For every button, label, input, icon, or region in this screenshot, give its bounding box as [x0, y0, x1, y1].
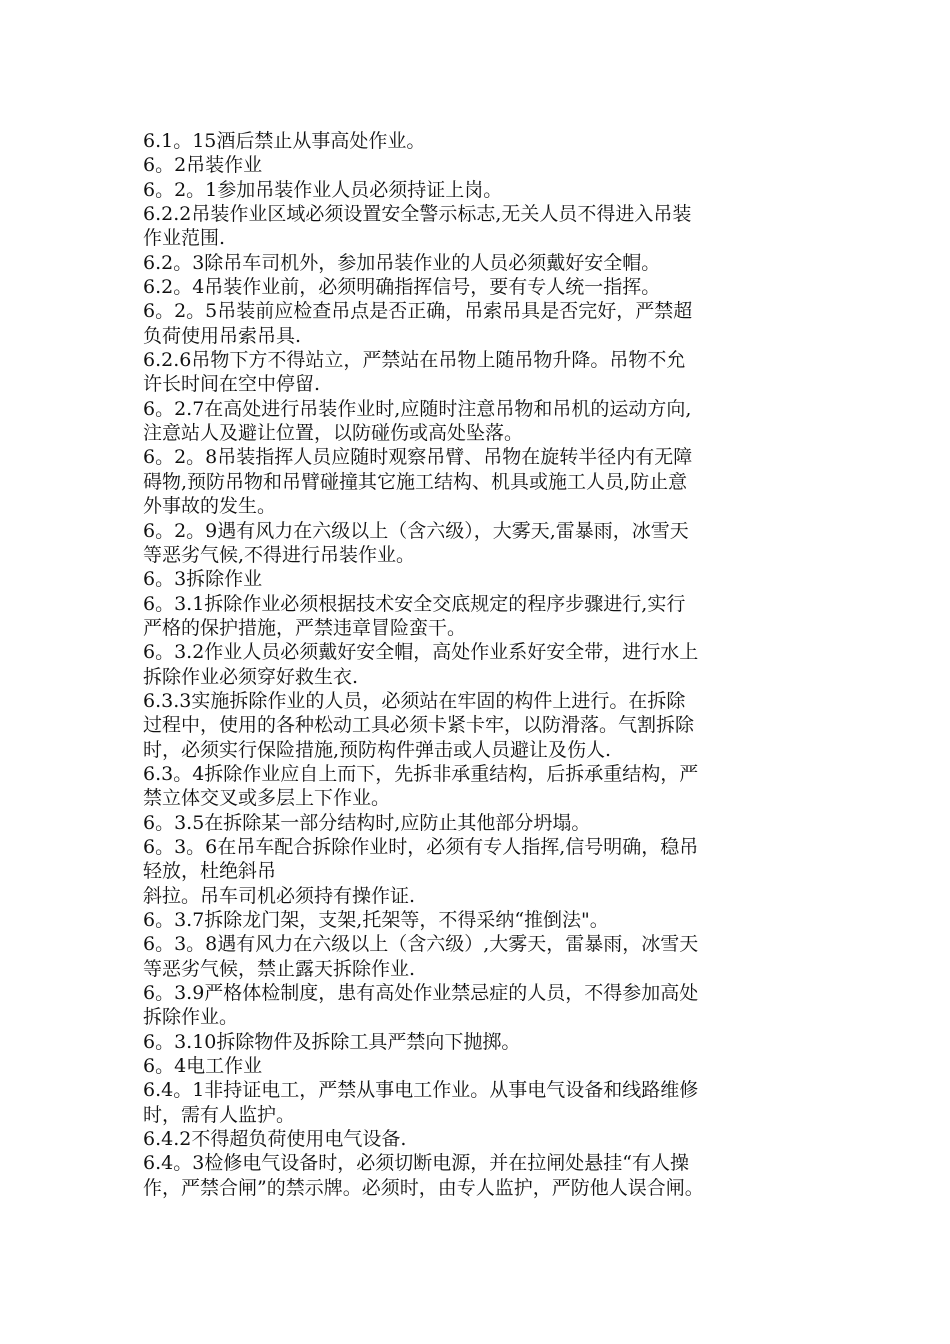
- text-line: 6。3.10拆除物件及拆除工具严禁向下抛掷。: [143, 1030, 521, 1053]
- text-line: 6。3.1拆除作业必须根据技术安全交底规定的程序步骤进行,实行: [143, 592, 686, 615]
- text-line: 严格的保护措施，严禁违章冒险蛮干。: [143, 616, 467, 639]
- text-line: 6。3.7拆除龙门架，支架,托架等，不得采纳“推倒法"。: [143, 909, 609, 931]
- text-line: 6.2.2吊装作业区域必须设置安全警示标志,无关人员不得进入吊装: [143, 203, 692, 226]
- document-body: [143, 129, 808, 1200]
- text-line: 时，需有人监护。: [143, 1103, 296, 1126]
- text-line: 碍物,预防吊物和吊臂碰撞其它施工结构、机具或施工人员,防止意: [143, 470, 688, 493]
- text-line: 外事故的发生。: [143, 495, 277, 518]
- text-line: 6。3.2作业人员必须戴好安全帽，高处作业系好安全带，进行水上: [143, 641, 699, 664]
- text-line: 轻放，杜绝斜吊: [143, 860, 277, 883]
- text-line: 作，严禁合闸”的禁示牌。必须时，由专人监护，严防他人误合闸。: [143, 1176, 704, 1199]
- text-line: 负荷使用吊索吊具.: [143, 324, 302, 347]
- text-line: 注意站人及避让位置，以防碰伤或高处坠落。: [143, 422, 524, 445]
- text-line: 时，必须实行保险措施,预防构件弹击或人员避让及伤人.: [143, 738, 612, 761]
- text-line: 禁立体交叉或多层上下作业。: [143, 787, 391, 810]
- text-line: 6.4.2不得超负荷使用电气设备.: [143, 1128, 407, 1151]
- text-line: 6.2。3除吊车司机外，参加吊装作业的人员必须戴好安全帽。: [143, 251, 661, 274]
- text-line: 6.3.3实施拆除作业的人员，必须站在牢固的构件上进行。在拆除: [143, 689, 686, 712]
- text-line: 6。2。1参加吊装作业人员必须持证上岗。: [143, 178, 503, 201]
- text-line: 6。3。6在吊车配合拆除作业时，必须有专人指挥,信号明确，稳吊: [143, 835, 699, 858]
- text-line: 斜拉。吊车司机必须持有操作证.: [143, 884, 416, 907]
- section-heading: 6。4电工作业: [143, 1055, 263, 1078]
- text-line: 6。3。8遇有风力在六级以上（含六级）,大雾天，雷暴雨，冰雪天: [143, 933, 699, 956]
- text-line: 6.1。15酒后禁止从事高处作业。: [143, 130, 426, 152]
- text-line: 过程中，使用的各种松动工具必须卡紧卡牢，以防滑落。气割拆除: [143, 714, 695, 737]
- text-line: 等恶劣气候,不得进行吊装作业。: [143, 543, 416, 566]
- text-line: 拆除作业必须穿好救生衣.: [143, 665, 359, 688]
- section-heading: 6。3拆除作业: [143, 568, 263, 591]
- text-line: 6。2。9遇有风力在六级以上（含六级），大雾天,雷暴雨，冰雪天: [143, 519, 689, 542]
- text-line: 6。2。5吊装前应检查吊点是否正确，吊索吊具是否完好，严禁超: [143, 300, 693, 323]
- text-line: 6.4。1非持证电工，严禁从事电工作业。从事电气设备和线路维修: [143, 1079, 699, 1102]
- section-heading: 6。2吊装作业: [143, 154, 263, 177]
- text-line: 拆除作业。: [143, 1006, 239, 1029]
- text-line: 6.2。4吊装作业前，必须明确指挥信号，要有专人统一指挥。: [143, 276, 661, 299]
- text-line: 6。2.7在高处进行吊装作业时,应随时注意吊物和吊机的运动方向,: [143, 397, 692, 420]
- text-line: 6。3.9严格体检制度，患有高处作业禁忌症的人员，不得参加高处: [143, 982, 699, 1005]
- text-line: 许长时间在空中停留.: [143, 373, 321, 396]
- text-line: 作业范围.: [143, 227, 226, 250]
- text-line: 等恶劣气候，禁止露天拆除作业.: [143, 957, 416, 980]
- text-line: 6.4。3检修电气设备时，必须切断电源，并在拉闸处悬挂“有人操: [143, 1152, 690, 1175]
- text-line: 6.3。4拆除作业应自上而下，先拆非承重结构，后拆承重结构，严: [143, 762, 699, 785]
- text-line: 6.2.6吊物下方不得站立，严禁站在吊物上随吊物升降。吊物不允: [143, 349, 686, 372]
- text-line: 6。3.5在拆除某一部分结构时,应防止其他部分坍塌。: [143, 811, 591, 834]
- text-line: 6。2。8吊装指挥人员应随时观察吊臂、吊物在旋转半径内有无障: [143, 446, 693, 469]
